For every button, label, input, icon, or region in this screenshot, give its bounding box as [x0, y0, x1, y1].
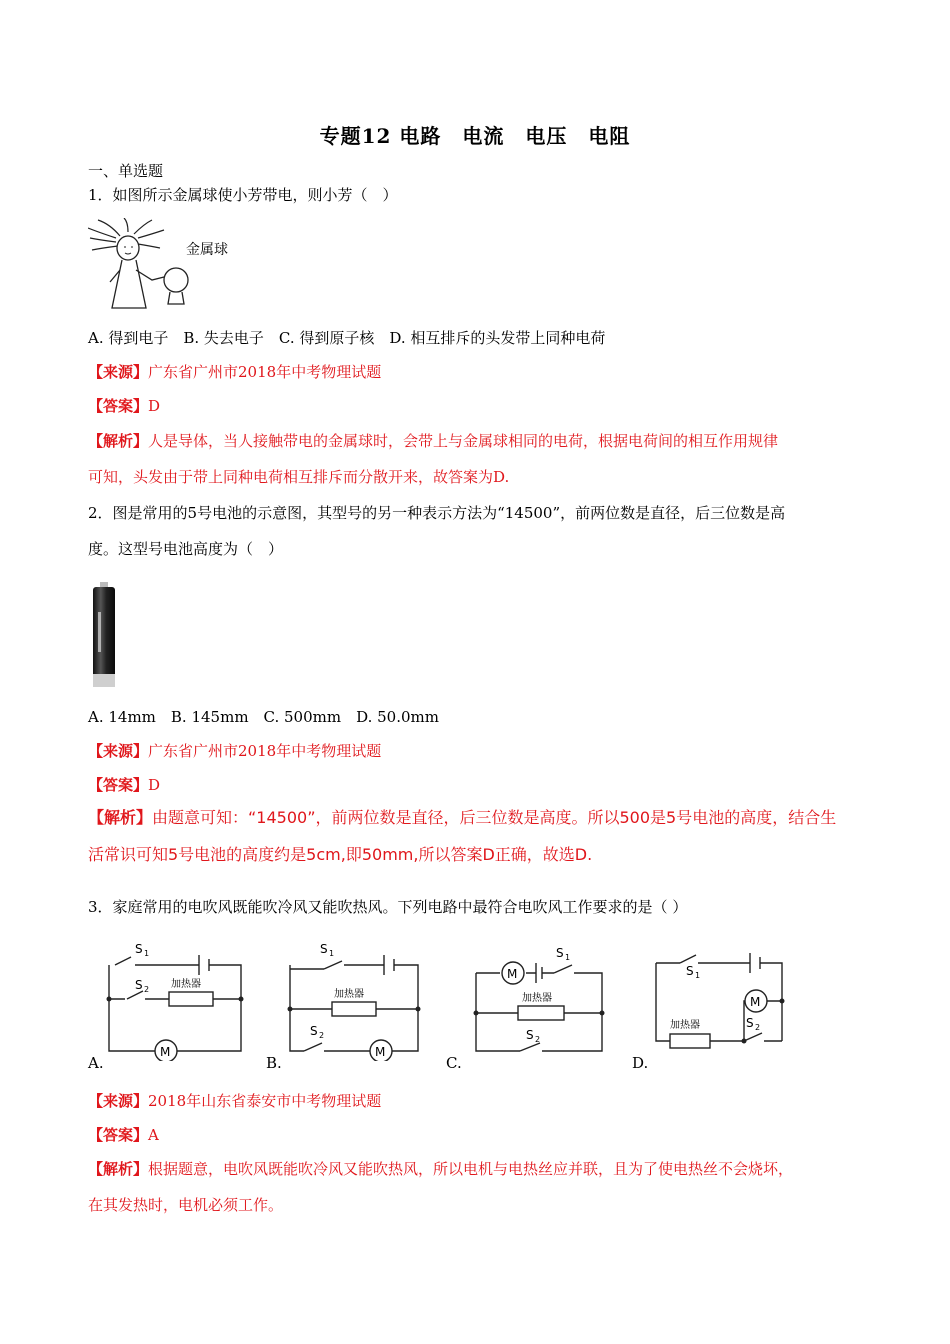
- q3-circuit-d: [652, 935, 792, 1061]
- q3-option-d-label: D.: [632, 1054, 649, 1072]
- svg-text:加热器: 加热器: [670, 1020, 700, 1031]
- q3-circuit-c: [470, 935, 610, 1061]
- q3-circuit-b: [284, 935, 426, 1061]
- q1-options: A. 得到电子 B. 失去电子 C. 得到原子核 D. 相互排斥的头发带上同种电荷: [88, 329, 606, 347]
- svg-text:加热器: 加热器: [522, 993, 552, 1004]
- svg-text:2: 2: [755, 1023, 761, 1032]
- q1-figure-label: 金属球: [186, 242, 228, 258]
- q3-circuit-a: [105, 935, 247, 1061]
- page-title: 专题12 电路 电流 电压 电阻: [319, 124, 631, 148]
- svg-text:1: 1: [695, 971, 701, 980]
- svg-text:S: S: [746, 1016, 754, 1030]
- q2-stem-line2: 度。这型号电池高度为（ ）: [88, 540, 284, 558]
- q1-figure-girl-metal-ball: [88, 218, 248, 310]
- q3-stem: 3．家庭常用的电吹风既能吹冷风又能吹热风。下列电路中最符合电吹风工作要求的是（ ）: [88, 898, 688, 916]
- q3-analysis-line2: 在其发热时，电机必须工作。: [88, 1196, 284, 1214]
- q3-answer: 【答案】A: [88, 1126, 159, 1144]
- q1-answer: 【答案】D: [88, 397, 161, 415]
- q2-source: 【来源】广东省广州市2018年中考物理试题: [88, 742, 382, 760]
- svg-text:2: 2: [319, 1031, 325, 1040]
- q3-analysis-line1: 【解析】根据题意，电吹风既能吹冷风又能吹热风，所以电机与电热丝应并联，且为了使电热丝不会烧坏，: [88, 1160, 794, 1178]
- q1-stem: 1．如图所示金属球使小芳带电，则小芳（ ）: [88, 186, 398, 204]
- q3-option-b-label: B.: [266, 1054, 282, 1072]
- svg-text:S: S: [686, 964, 694, 978]
- svg-text:1: 1: [329, 949, 335, 958]
- svg-text:2: 2: [535, 1035, 541, 1044]
- q1-analysis-line1: 【解析】人是导体，当人接触带电的金属球时，会带上与金属球相同的电荷，根据电荷间的相互作用规律: [88, 432, 779, 450]
- svg-text:1: 1: [144, 949, 150, 958]
- q2-answer: 【答案】D: [88, 776, 161, 794]
- q3-option-a-label: A.: [88, 1054, 104, 1072]
- svg-text:1: 1: [565, 953, 571, 962]
- svg-text:S: S: [135, 942, 143, 956]
- q2-analysis-line2: 活常识可知5号电池的高度约是5cm,即50mm,所以答案D正确，故选D.: [88, 845, 593, 864]
- svg-text:S: S: [135, 978, 143, 992]
- q1-analysis-line2: 可知，头发由于带上同种电荷相互排斥而分散开来，故答案为D.: [88, 468, 510, 486]
- q1-source: 【来源】广东省广州市2018年中考物理试题: [88, 363, 382, 381]
- svg-text:S: S: [320, 942, 328, 956]
- q2-options: A. 14mm B. 145mm C. 500mm D. 50.0mm: [88, 708, 439, 726]
- svg-text:M: M: [750, 995, 761, 1009]
- svg-text:S: S: [556, 946, 564, 960]
- q2-analysis-line1: 【解析】由题意可知：“14500”，前两位数是直径，后三位数是高度。所以500是5号电池的高度，结合生: [88, 808, 837, 827]
- svg-text:S: S: [310, 1024, 318, 1038]
- svg-text:M: M: [507, 967, 518, 981]
- q2-battery-image: [90, 582, 120, 688]
- q3-option-c-label: C.: [446, 1054, 462, 1072]
- svg-text:S: S: [526, 1028, 534, 1042]
- svg-text:加热器: 加热器: [171, 979, 201, 990]
- q3-source: 【来源】2018年山东省泰安市中考物理试题: [88, 1092, 382, 1110]
- section-heading: 一、单选题: [88, 162, 164, 180]
- svg-text:2: 2: [144, 985, 150, 994]
- svg-text:M: M: [160, 1045, 171, 1059]
- q2-stem-line1: 2．图是常用的5号电池的示意图，其型号的另一种表示方法为“14500”，前两位数是直径，后三位数是高: [88, 504, 786, 522]
- svg-text:加热器: 加热器: [334, 989, 364, 1000]
- svg-text:M: M: [375, 1045, 386, 1059]
